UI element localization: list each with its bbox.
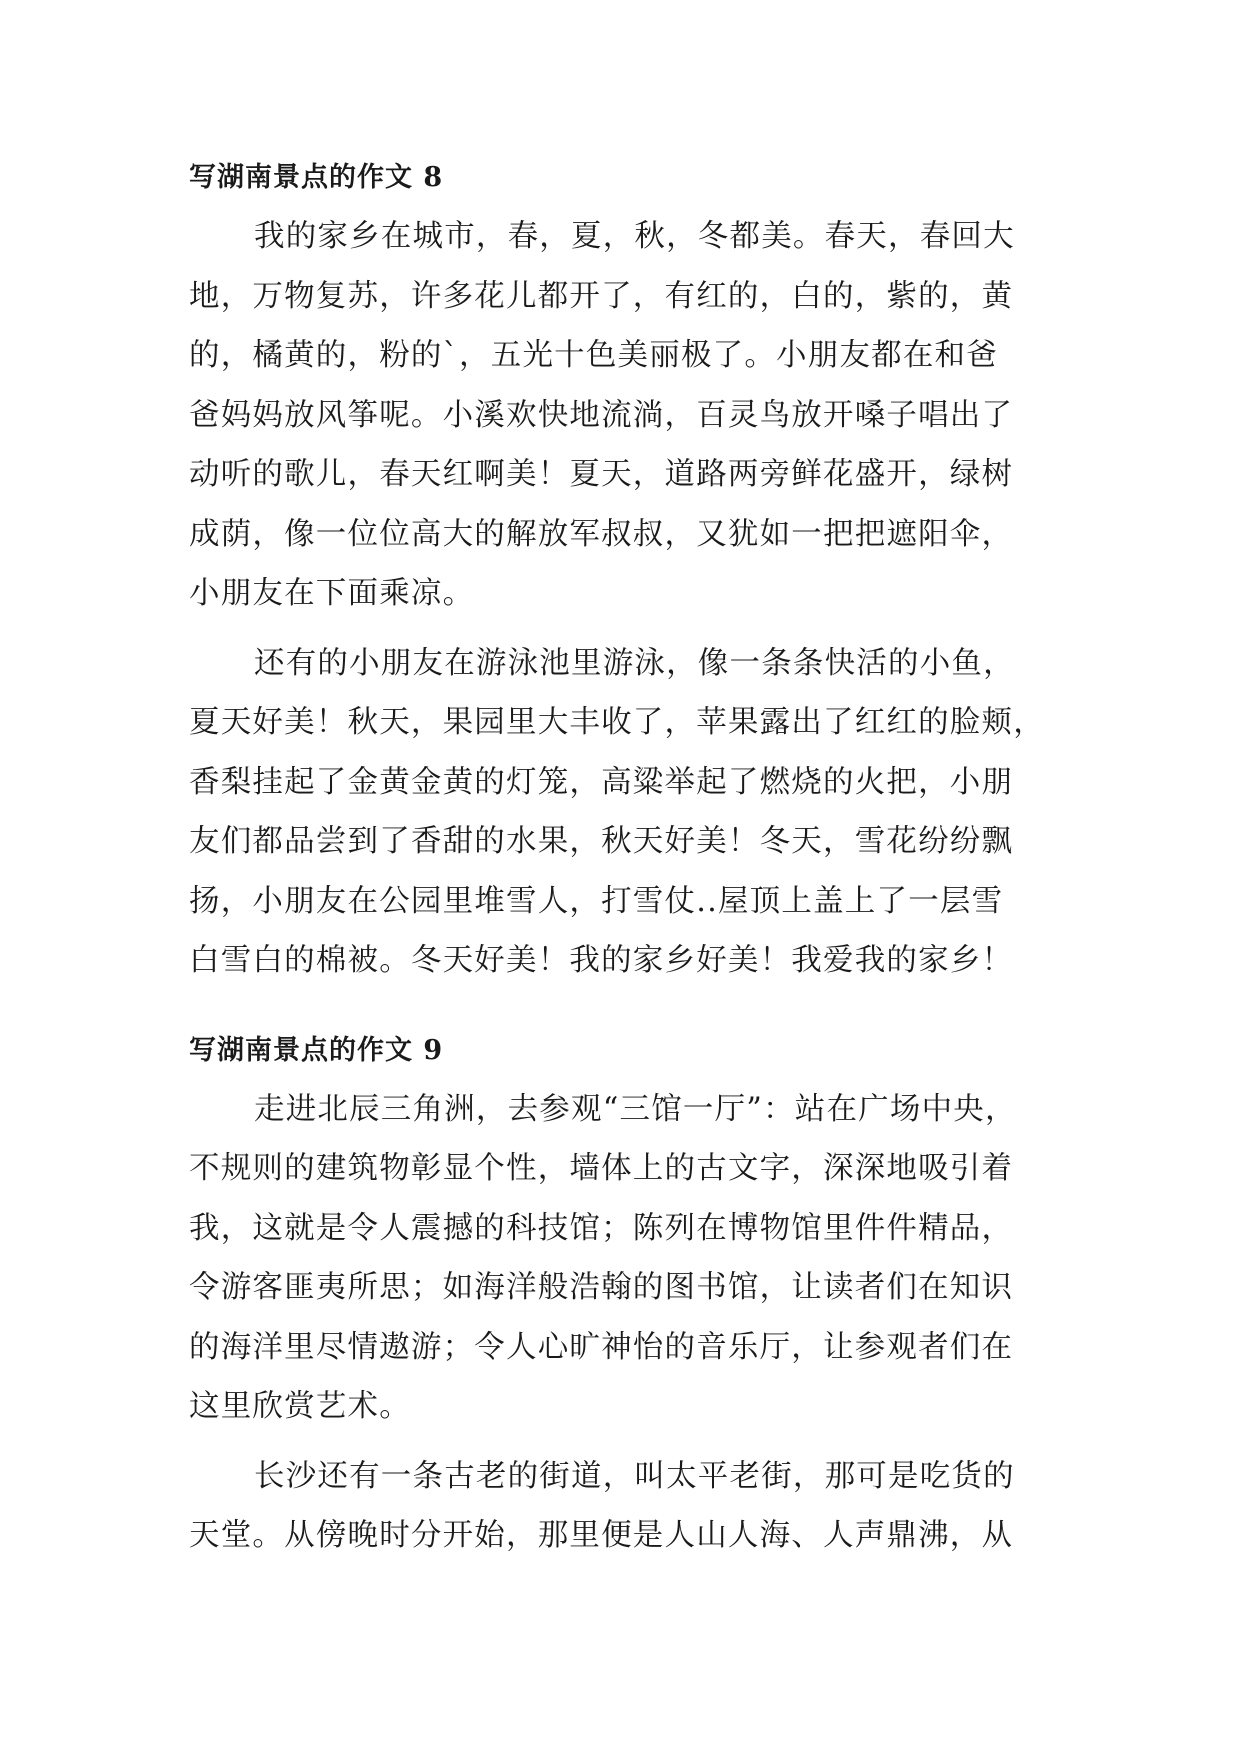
text-line: 走进北辰三角洲，去参观“三馆一厅”：站在广场中央，: [254, 1091, 1017, 1127]
text-line: 我，这就是令人震撼的科技馆；陈列在博物馆里件件精品，: [189, 1210, 1014, 1246]
essay-section-8: [189, 158, 1069, 991]
text-line: 长沙还有一条古老的街道，叫太平老街，那可是吃货的: [254, 1458, 1015, 1494]
paragraph: [189, 207, 1069, 624]
text-line: 的，橘黄的，粉的`，五光十色美丽极了。小朋友都在和爸: [189, 338, 998, 373]
paragraph: [189, 1080, 1069, 1437]
text-line: 我的家乡在城市，春，夏，秋，冬都美。春天，春回大: [254, 219, 1015, 254]
text-line: 夏天好美！秋天，果园里大丰收了，苹果露出了红红的脸颊，: [189, 705, 1045, 740]
text-line: 小朋友在下面乘凉。: [189, 576, 475, 611]
section-title: 写湖南景点的作文 9: [189, 1034, 444, 1066]
essay-section-9: [189, 1031, 1069, 1566]
text-line: 令游客匪夷所思；如海洋般浩翰的图书馆，让读者们在知识: [189, 1270, 1014, 1305]
text-line: 的海洋里尽情遨游；令人心旷神怡的音乐厅，让参观者们在: [189, 1329, 1014, 1365]
text-line: 友们都品尝到了香甜的水果，秋天好美！冬天，雪花纷纷飘: [189, 824, 1014, 859]
text-line: 还有的小朋友在游泳池里游泳，像一条条快活的小鱼，: [254, 645, 1015, 681]
text-line: 动听的歌儿，春天红啊美！夏天，道路两旁鲜花盛开，绿树: [189, 457, 1014, 492]
text-line: 天堂。从傍晚时分开始，那里便是人山人海、人声鼎沸，从: [189, 1518, 1014, 1553]
text-line: 香梨挂起了金黄金黄的灯笼，高粱举起了燃烧的火把，小朋: [189, 764, 1014, 800]
text-line: 白雪白的棉被。冬天好美！我的家乡好美！我爱我的家乡！: [189, 943, 1014, 978]
text-line: 不规则的建筑物彰显个性，墙体上的古文字，深深地吸引着: [189, 1151, 1014, 1186]
section-title: 写湖南景点的作文 8: [189, 162, 444, 193]
text-line: 扬，小朋友在公园里堆雪人，打雪仗..屋顶上盖上了一层雪: [189, 883, 1004, 919]
paragraph: [189, 634, 1069, 991]
text-line: 爸妈妈放风筝呢。小溪欢快地流淌，百灵鸟放开嗓子唱出了: [189, 397, 1014, 433]
text-line: 这里欣赏艺术。: [189, 1389, 411, 1424]
text-line: 地，万物复苏，许多花儿都开了，有红的，白的，紫的，黄: [189, 278, 1014, 314]
text-line: 成荫，像一位位高大的解放军叔叔，又犹如一把把遮阳伞，: [189, 516, 1014, 552]
document-page: [189, 158, 1069, 1576]
paragraph: [189, 1447, 1069, 1566]
